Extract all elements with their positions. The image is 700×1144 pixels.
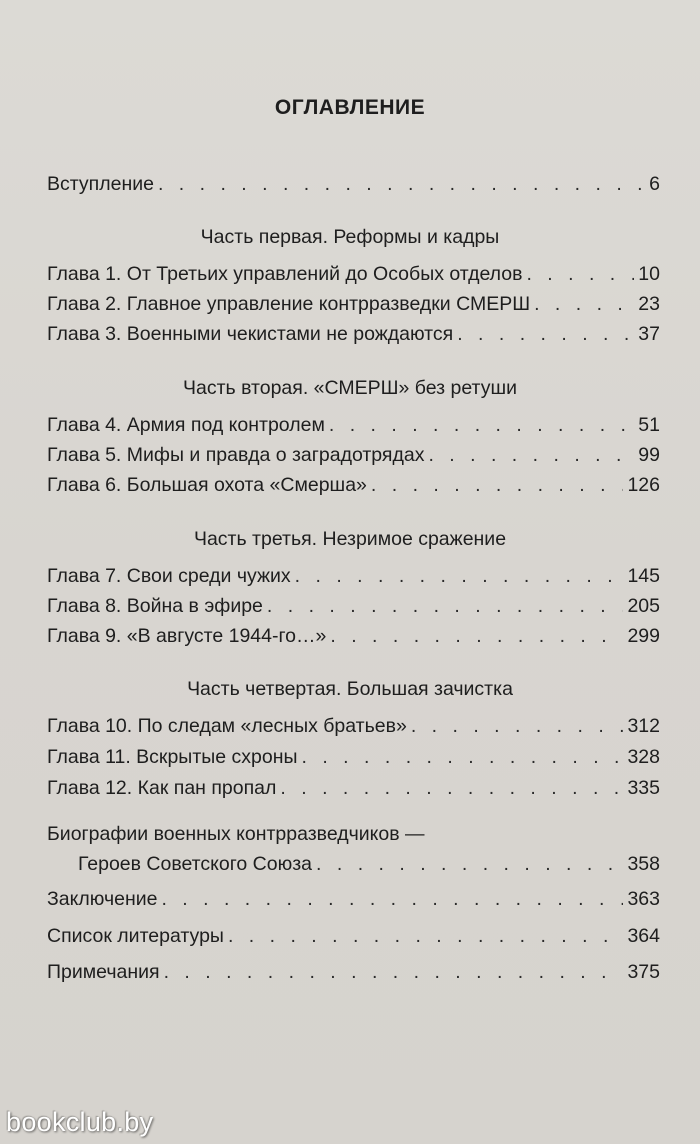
dot-leader — [161, 887, 623, 911]
entry-page: 6 — [649, 173, 660, 195]
entry-page: 23 — [638, 293, 660, 315]
dot-leader — [228, 924, 624, 948]
entry-label: Героев Советского Союза — [78, 853, 313, 875]
entry-label: Глава 10. По следам «лесных братьев» — [47, 715, 407, 737]
toc-entry-intro — [47, 172, 660, 196]
toc-entry-chapter — [47, 594, 660, 618]
biographies-line1: Биографии военных контрразведчиков — — [47, 823, 425, 845]
dot-leader — [267, 594, 624, 618]
toc-entry-chapter — [47, 624, 660, 648]
entry-page: 358 — [627, 853, 660, 875]
toc-entry-chapter — [47, 745, 660, 769]
toc-entry-chapter — [47, 776, 660, 800]
entry-page: 205 — [627, 595, 660, 617]
dot-leader — [371, 473, 624, 497]
entry-page: 312 — [627, 715, 660, 737]
entry-label: Список литературы — [47, 925, 224, 947]
toc-entry-chapter — [47, 292, 660, 316]
toc-entry-chapter — [47, 262, 660, 286]
entry-page: 364 — [627, 925, 660, 947]
dot-leader — [411, 714, 624, 738]
dot-leader — [330, 624, 623, 648]
entry-label: Глава 7. Свои среди чужих — [47, 565, 291, 587]
dot-leader — [526, 262, 634, 286]
toc-entry-chapter — [47, 322, 660, 346]
entry-page: 51 — [638, 414, 660, 436]
entry-label: Глава 3. Военными чекистами не рождаются — [47, 323, 454, 345]
entry-page: 328 — [627, 746, 660, 768]
entry-page: 126 — [627, 474, 660, 496]
entry-page: 299 — [627, 625, 660, 647]
toc-entry-chapter — [47, 714, 660, 738]
entry-page: 335 — [627, 777, 660, 799]
dot-leader — [295, 564, 624, 588]
toc-entry-chapter — [47, 564, 660, 588]
entry-label: Глава 8. Война в эфире — [47, 595, 263, 617]
entry-page: 363 — [627, 888, 660, 910]
toc-entry-chapter — [47, 473, 660, 497]
dot-leader — [457, 322, 634, 346]
part-heading: Часть третья. Незримое сражение — [193, 528, 507, 550]
entry-label: Глава 5. Мифы и правда о заградотрядах — [47, 444, 425, 466]
dot-leader — [164, 960, 624, 984]
dot-leader — [158, 172, 645, 196]
dot-leader — [280, 776, 623, 800]
part-heading: Часть вторая. «СМЕРШ» без ретуши — [183, 377, 517, 399]
part-heading: Часть первая. Реформы и кадры — [200, 226, 500, 248]
toc-entry-conclusion — [47, 887, 660, 911]
entry-label: Глава 9. «В августе 1944-го…» — [47, 625, 327, 647]
toc-entry-chapter — [47, 413, 660, 437]
entry-label: Глава 4. Армия под контролем — [47, 414, 325, 436]
dot-leader — [428, 443, 634, 467]
entry-page: 37 — [638, 323, 660, 345]
entry-label: Глава 11. Вскрытые схроны — [47, 746, 298, 768]
dot-leader — [329, 413, 634, 437]
entry-label: Глава 2. Главное управление контрразведки СМЕРШ — [47, 293, 531, 315]
entry-label: Глава 6. Большая охота «Смерша» — [47, 474, 367, 496]
dot-leader — [534, 292, 634, 316]
toc-entry-chapter — [47, 443, 660, 467]
entry-page: 10 — [638, 263, 660, 285]
toc-title: ОГЛАВЛЕНИЕ — [274, 96, 426, 119]
entry-page: 375 — [627, 961, 660, 983]
toc-entry-bibliography — [47, 924, 660, 948]
toc-entry-notes — [47, 960, 660, 984]
dot-leader — [302, 745, 624, 769]
entry-page: 145 — [627, 565, 660, 587]
entry-label: Вступление — [47, 173, 154, 195]
entry-label: Глава 1. От Третьих управлений до Особых отделов — [47, 263, 523, 285]
toc-entry-biographies — [78, 852, 660, 876]
part-heading: Часть четвертая. Большая зачистка — [187, 678, 513, 700]
entry-label: Глава 12. Как пан пропал — [47, 777, 277, 799]
entry-page: 99 — [638, 444, 660, 466]
site-watermark: bookclub.by — [6, 1107, 154, 1137]
entry-label: Заключение — [47, 888, 158, 910]
dot-leader — [316, 852, 623, 876]
entry-label: Примечания — [47, 961, 160, 983]
